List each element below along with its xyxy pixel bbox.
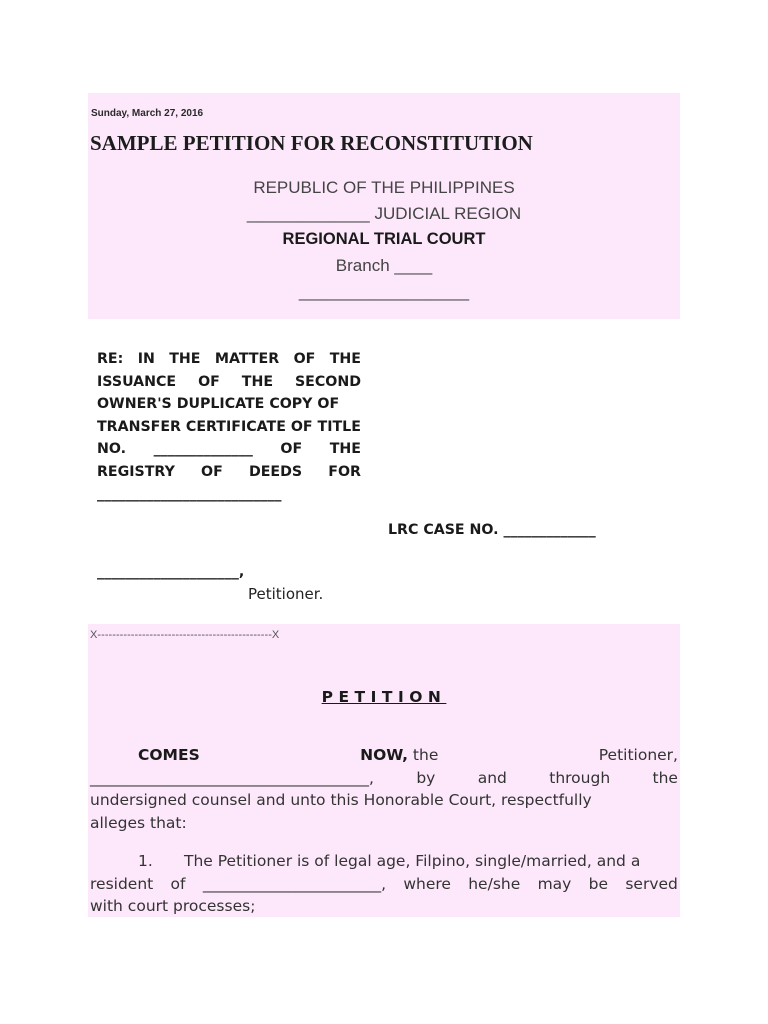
intro-line: undersigned counsel and unto this Honorable Court, respectfully	[90, 791, 592, 809]
paragraph-1	[90, 850, 678, 918]
header-location-blank: __________________	[298, 282, 470, 301]
para-line: resident of _______________________, where he/she may be served	[90, 874, 678, 893]
caption-line: OWNER'S DUPLICATE COPY OF	[97, 396, 340, 412]
intro-line: ____________________________________, by and through the	[90, 768, 678, 787]
header-court: REGIONAL TRIAL COURT	[282, 230, 486, 248]
header-judicial-region: _____________ JUDICIAL REGION	[246, 204, 522, 223]
caption-line: TRANSFER CERTIFICATE OF TITLE	[97, 418, 361, 435]
post-date: Sunday, March 27, 2016	[91, 108, 204, 119]
caption-line: ISSUANCE OF THE SECOND	[97, 373, 361, 390]
caption-line: RE: IN THE MATTER OF THE	[97, 351, 361, 367]
page-title: SAMPLE PETITION FOR RECONSTITUTION	[90, 131, 533, 155]
petitioner-name-blank: ____________________,	[97, 564, 245, 580]
para-line: 1. The Petitioner is of legal age, Filpino, single/married, and a	[90, 850, 678, 873]
header-branch: Branch ____	[335, 256, 433, 275]
caption-line: __________________________	[97, 486, 282, 502]
para-line: with court processes;	[90, 897, 256, 915]
petition-heading: PETITION	[321, 688, 447, 706]
section-divider: X-----------------------------------------------X	[90, 629, 280, 641]
intro-line: alleges that:	[90, 813, 187, 832]
caption-line: REGISTRY OF DEEDS FOR	[97, 463, 361, 480]
petitioner-label: Petitioner.	[248, 585, 324, 603]
intro-line: COMES NOW, the Petitioner,	[138, 746, 678, 764]
lrc-case-number: LRC CASE NO. _____________	[388, 522, 596, 538]
case-caption	[97, 348, 361, 506]
intro-paragraph	[90, 744, 678, 834]
header-republic: REPUBLIC OF THE PHILIPPINES	[253, 178, 515, 197]
para-number: 1.	[138, 852, 153, 870]
caption-line: NO. ______________ OF THE	[97, 441, 361, 457]
